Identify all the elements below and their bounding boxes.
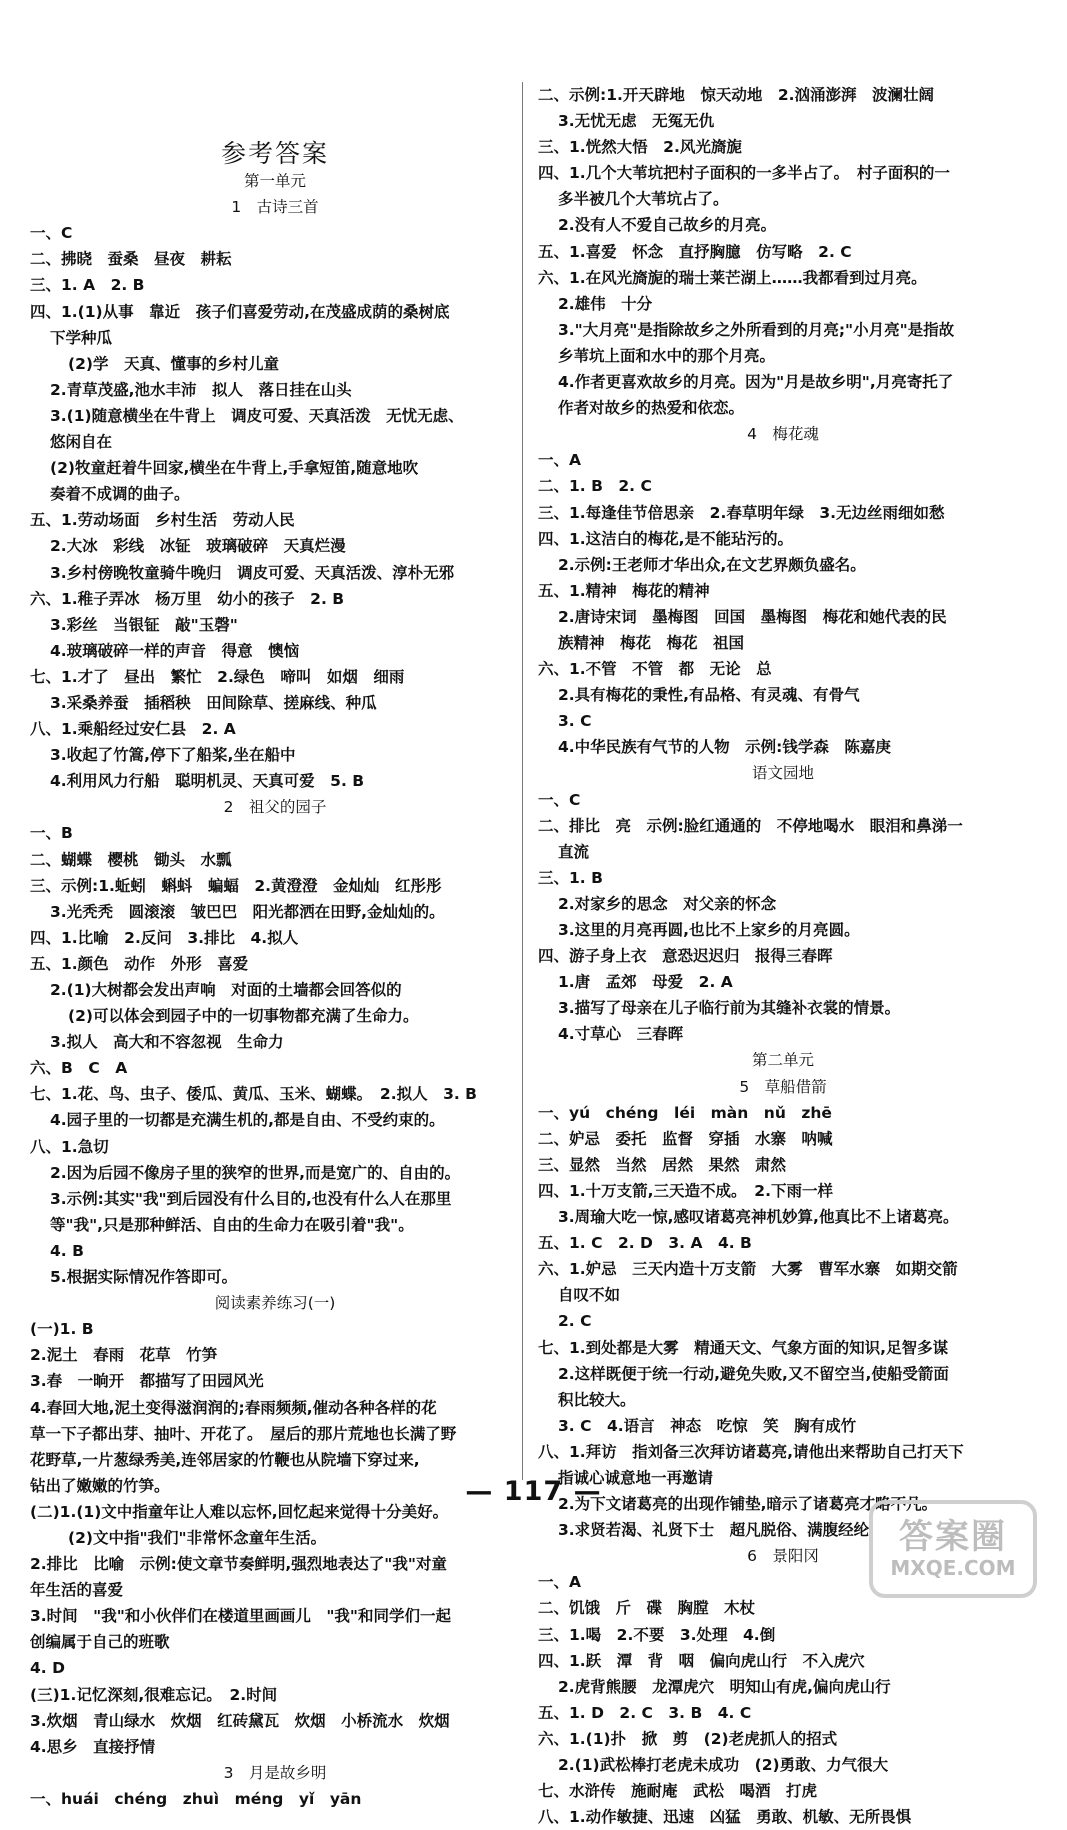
answer-line: 一、huái chéng zhuì méng yǐ yān <box>30 1789 362 1808</box>
answer-line: 2.排比 比喻 示例:使文章节奏鲜明,强烈地表达了"我"对童 <box>30 1555 447 1574</box>
answer-line: 3.彩丝 当银钲 敲"玉磬" <box>50 615 238 634</box>
watermark-text: 答案圈 <box>899 1517 1007 1557</box>
answer-line: 3. C 4.语言 神态 吃惊 笑 胸有成竹 <box>558 1416 857 1435</box>
answer-line: 五、1.精神 梅花的精神 <box>538 581 710 600</box>
section-heading: 阅读素养练习(一) <box>214 1294 336 1313</box>
page-title: 参考答案 <box>220 139 329 169</box>
answer-line: 族精神 梅花 梅花 祖国 <box>558 633 745 652</box>
answer-line: (一)1. B <box>30 1320 94 1339</box>
answer-line: 4. B <box>50 1241 84 1260</box>
answer-line: 三、显然 当然 居然 果然 肃然 <box>538 1155 787 1174</box>
answer-line: 一、A <box>538 451 581 470</box>
answer-line: 八、1.急切 <box>30 1137 109 1156</box>
answer-line: 一、A <box>538 1573 581 1592</box>
answer-line: 一、yú chéng léi màn nǔ zhē <box>538 1103 832 1122</box>
answer-line: 六、1.妒忌 三天内造十万支箭 大雾 曹军水寨 如期交箭 <box>538 1260 958 1279</box>
answer-line: 二、蝴蝶 樱桃 锄头 水瓢 <box>30 850 232 869</box>
answer-line: 三、示例:1.蚯蚓 蝌蚪 蝙蝠 2.黄澄澄 金灿灿 红彤彤 <box>30 876 442 895</box>
answer-line: 六、1.稚子弄冰 杨万里 幼小的孩子 2. B <box>30 589 345 608</box>
answer-line: 一、B <box>30 824 73 843</box>
answer-line: 五、1. C 2. D 3. A 4. B <box>538 1234 752 1253</box>
answer-line: 2.没有人不爱自己故乡的月亮。 <box>558 216 777 235</box>
answer-line: 五、1. D 2. C 3. B 4. C <box>538 1703 752 1722</box>
answer-line: 2. C <box>558 1312 592 1331</box>
answer-line: 一、C <box>538 790 581 809</box>
answer-line: 直流 <box>558 842 590 861</box>
answer-line: 3.春 一晌开 都描写了田园风光 <box>30 1372 264 1391</box>
answer-line: 花野草,一片葱绿秀美,连邻居家的竹鞭也从院墙下穿过来, <box>30 1450 420 1469</box>
answer-line: 三、1.每逢佳节倍思亲 2.春草明年绿 3.无边丝雨细如愁 <box>538 503 945 522</box>
answer-line: 4.中华民族有气节的人物 示例:钱学森 陈嘉庚 <box>558 738 891 757</box>
answer-line: 五、1.喜爱 怀念 直抒胸臆 仿写略 2. C <box>538 242 852 261</box>
page-number: — 117 — <box>465 1476 602 1507</box>
section-heading: 2 祖父的园子 <box>223 798 327 817</box>
answer-line: 2.示例:王老师才华出众,在文艺界颇负盛名。 <box>558 555 866 574</box>
answer-line: 4.春回大地,泥土变得滋润润的;春雨频频,催动各种各样的花 <box>30 1398 437 1417</box>
answer-line: 四、1.比喻 2.反问 3.排比 4.拟人 <box>30 928 299 947</box>
answer-line: 三、1.喝 2.不要 3.处理 4.倒 <box>538 1625 776 1644</box>
answer-line: 乡苇坑上面和水中的那个月亮。 <box>558 346 776 365</box>
answer-line: 七、1.到处都是大雾 精通天文、气象方面的知识,足智多谋 <box>538 1338 949 1357</box>
answer-line: 4.寸草心 三春晖 <box>558 1025 684 1044</box>
answer-line: 3.炊烟 青山绿水 炊烟 红砖黛瓦 炊烟 小桥流水 炊烟 <box>30 1711 450 1730</box>
section-heading: 4 梅花魂 <box>747 425 819 444</box>
answer-line: 等"我",只是那种鲜活、自由的生命力在吸引着"我"。 <box>50 1215 414 1234</box>
answer-line: 3.采桑养蚕 插稻秧 田间除草、搓麻线、种瓜 <box>50 693 377 712</box>
section-heading: 5 草船借箭 <box>739 1077 827 1096</box>
answer-line: 四、1.这洁白的梅花,是不能玷污的。 <box>538 529 794 548</box>
answer-line: 4.园子里的一切都是充满生机的,都是自由、不受约束的。 <box>50 1111 445 1130</box>
answer-line: 指诚心诚意地一再邀请 <box>558 1468 714 1487</box>
answer-line: 3.求贤若渴、礼贤下士 超凡脱俗、满腹经纶 <box>558 1521 870 1540</box>
answer-line: 2.唐诗宋词 墨梅图 回国 墨梅图 梅花和她代表的民 <box>558 607 947 626</box>
answer-line: 钻出了嫩嫩的竹笋。 <box>30 1476 170 1495</box>
answer-line: 奏着不成调的曲子。 <box>50 485 190 504</box>
answer-line: 四、游子身上衣 意恐迟迟归 报得三春晖 <box>538 947 833 966</box>
answer-line: 七、1.花、鸟、虫子、倭瓜、黄瓜、玉米、蝴蝶。 2.拟人 3. B <box>30 1085 477 1104</box>
answer-line: 八、1.乘船经过安仁县 2. A <box>30 720 236 739</box>
answer-line: (2)学 天真、懂事的乡村儿童 <box>68 354 279 373</box>
answer-line: 八、1.拜访 指刘备三次拜访诸葛亮,请他出来帮助自己打天下 <box>538 1442 964 1461</box>
answer-line: (2)可以体会到园子中的一切事物都充满了生命力。 <box>68 1007 419 1026</box>
answer-line: 2.为下文诸葛亮的出现作铺垫,暗示了诸葛亮才略不凡。 <box>558 1495 938 1514</box>
answer-line: 3.(1)随意横坐在牛背上 调皮可爱、天真活泼 无忧无虑、 <box>50 406 464 425</box>
answer-line: 七、1.才了 昼出 繁忙 2.绿色 啼叫 如烟 细雨 <box>30 667 405 686</box>
answer-line: 二、妒忌 委托 监督 穿插 水寨 呐喊 <box>538 1129 833 1148</box>
answer-line: 四、1.十万支箭,三天造不成。 2.下雨一样 <box>538 1181 833 1200</box>
answer-line: (2)文中指"我们"非常怀念童年生活。 <box>68 1528 327 1547</box>
answer-line: 3.周瑜大吃一惊,感叹诸葛亮神机妙算,他真比不上诸葛亮。 <box>558 1208 959 1227</box>
answer-line: 3.时间 "我"和小伙伴们在楼道里画画儿 "我"和同学们一起 <box>30 1607 451 1626</box>
answer-line: 六、B C A <box>30 1059 128 1078</box>
answer-line: 3. C <box>558 712 592 731</box>
answer-line: 5.根据实际情况作答即可。 <box>50 1268 238 1287</box>
left-answer-column <box>30 82 520 1812</box>
section-heading: 第二单元 <box>751 1051 814 1070</box>
answer-line: 二、饥饿 斤 碟 胸膛 木杖 <box>538 1599 756 1618</box>
answer-line: 六、1.(1)扑 掀 剪 (2)老虎抓人的招式 <box>538 1729 838 1748</box>
answer-line: 自叹不如 <box>558 1286 621 1305</box>
section-heading: 6 景阳冈 <box>747 1547 819 1566</box>
answer-line: 2.青草茂盛,池水丰沛 拟人 落日挂在山头 <box>50 380 352 399</box>
answer-line: 积比较大。 <box>558 1390 636 1409</box>
answer-line: 三、1.恍然大悟 2.风光旖旎 <box>538 138 742 157</box>
answer-line: 2.具有梅花的秉性,有品格、有灵魂、有骨气 <box>558 686 860 705</box>
section-heading: 语文园地 <box>751 764 814 783</box>
answer-line: 2.(1)大树都会发出声响 对面的土墙都会回答似的 <box>50 981 402 999</box>
answer-line: (三)1.记忆深刻,很难忘记。 2.时间 <box>30 1685 278 1704</box>
answer-line: 3.示例:其实"我"到后园没有什么目的,也没有什么人在那里 <box>50 1189 452 1208</box>
answer-line: 年生活的喜爱 <box>30 1581 124 1600</box>
answer-line: 3.光秃秃 圆滚滚 皱巴巴 阳光都洒在田野,金灿灿的。 <box>50 902 445 921</box>
answer-line: 4.作者更喜欢故乡的月亮。因为"月是故乡明",月亮寄托了 <box>558 373 954 392</box>
answer-line: 2.因为后园不像房子里的狭窄的世界,而是宽广的、自由的。 <box>50 1163 461 1182</box>
watermark-logo <box>869 1500 1037 1598</box>
answer-line: 多半被几个大苇坑占了。 <box>558 190 729 209</box>
section-heading: 1 古诗三首 <box>231 198 319 217</box>
answer-line: 4.玻璃破碎一样的声音 得意 懊恼 <box>50 641 300 660</box>
answer-line: 3.拟人 高大和不容忽视 生命力 <box>50 1033 284 1052</box>
answer-line: 五、1.劳动场面 乡村生活 劳动人民 <box>30 511 295 530</box>
watermark-url: MXQE.COM <box>890 1556 1016 1580</box>
column-divider <box>522 82 523 1480</box>
answer-line: 2.大冰 彩线 冰钲 玻璃破碎 天真烂漫 <box>50 537 346 556</box>
answer-line: 一、C <box>30 224 73 243</box>
answer-line: 3.无忧无虑 无冤无仇 <box>558 112 715 131</box>
answer-line: 三、1. B <box>538 868 603 887</box>
answer-line: 作者对故乡的热爱和依恋。 <box>558 399 745 418</box>
answer-line: 1.唐 孟郊 母爱 2. A <box>558 973 733 992</box>
answer-line: 3.收起了竹篙,停下了船桨,坐在船中 <box>50 746 296 765</box>
answer-line: 3."大月亮"是指除故乡之外所看到的月亮;"小月亮"是指故 <box>558 320 955 339</box>
answer-line <box>30 82 520 108</box>
answer-line: (2)牧童赶着牛回家,横坐在牛背上,手拿短笛,随意地吹 <box>50 459 419 478</box>
answer-line: 四、1.几个大苇坑把村子面积的一多半占了。 村子面积的一 <box>538 164 950 183</box>
answer-line: 3.这里的月亮再圆,也比不上家乡的月亮圆。 <box>558 921 860 939</box>
answer-line: 下学种瓜 <box>50 328 113 347</box>
answer-line: 三、1. A 2. B <box>30 276 145 295</box>
answer-line: 二、排比 亮 示例:脸红通通的 不停地喝水 眼泪和鼻涕一 <box>538 816 963 835</box>
answer-line: 3.乡村傍晚牧童骑牛晚归 调皮可爱、天真活泼、淳朴无邪 <box>50 563 455 582</box>
answer-line: 六、1.在风光旖旎的瑞士莱芒湖上……我都看到过月亮。 <box>538 268 927 287</box>
answer-line: 2.(1)武松棒打老虎未成功 (2)勇敢、力气很大 <box>558 1756 889 1774</box>
answer-line: 六、1.不管 不管 都 无论 总 <box>538 660 772 679</box>
answer-line: 2.对家乡的思念 对父亲的怀念 <box>558 894 777 913</box>
answer-line: 四、1.(1)从事 靠近 孩子们喜爱劳动,在茂盛成荫的桑树底 <box>30 302 450 321</box>
answer-line: 3.描写了母亲在儿子临行前为其缝补衣裳的情景。 <box>558 999 901 1018</box>
answer-line: 2.泥土 春雨 花草 竹笋 <box>30 1346 218 1365</box>
answer-line: 4.利用风力行船 聪明机灵、天真可爱 5. B <box>50 772 365 791</box>
section-heading: 第一单元 <box>243 172 306 191</box>
answer-line: 二、拂晓 蚕桑 昼夜 耕耘 <box>30 250 232 269</box>
answer-line: 2.这样既便于统一行动,避免失败,又不留空当,使船受箭面 <box>558 1364 949 1383</box>
section-heading: 3 月是故乡明 <box>223 1763 327 1782</box>
answer-line: 四、1.跃 潭 背 咽 偏向虎山行 不入虎穴 <box>538 1651 865 1670</box>
answer-line: 创编属于自己的班歌 <box>30 1633 170 1652</box>
answer-line: 2.虎背熊腰 龙潭虎穴 明知山有虎,偏向虎山行 <box>558 1677 891 1696</box>
answer-line: 2.雄伟 十分 <box>558 294 653 313</box>
answer-line: 八、1.动作敏捷、迅速 凶猛 勇敢、机敏、无所畏惧 <box>538 1808 912 1827</box>
answer-line: 二、1. B 2. C <box>538 477 652 496</box>
answer-line: 七、水浒传 施耐庵 武松 喝酒 打虎 <box>538 1782 818 1801</box>
answer-line: 五、1.颜色 动作 外形 喜爱 <box>30 954 249 973</box>
answer-line: 4. D <box>30 1659 65 1678</box>
answer-line: 二、示例:1.开天辟地 惊天动地 2.汹涌澎湃 波澜壮阔 <box>538 86 935 104</box>
answer-line: 4.思乡 直接抒情 <box>30 1737 156 1756</box>
answer-line: (二)1.(1)文中指童年让人难以忘怀,回忆起来觉得十分美好。 <box>30 1502 449 1521</box>
answer-line: 草一下子都出芽、抽叶、开花了。 屋后的那片荒地也长满了野 <box>30 1424 457 1443</box>
answer-line: 悠闲自在 <box>50 433 113 452</box>
